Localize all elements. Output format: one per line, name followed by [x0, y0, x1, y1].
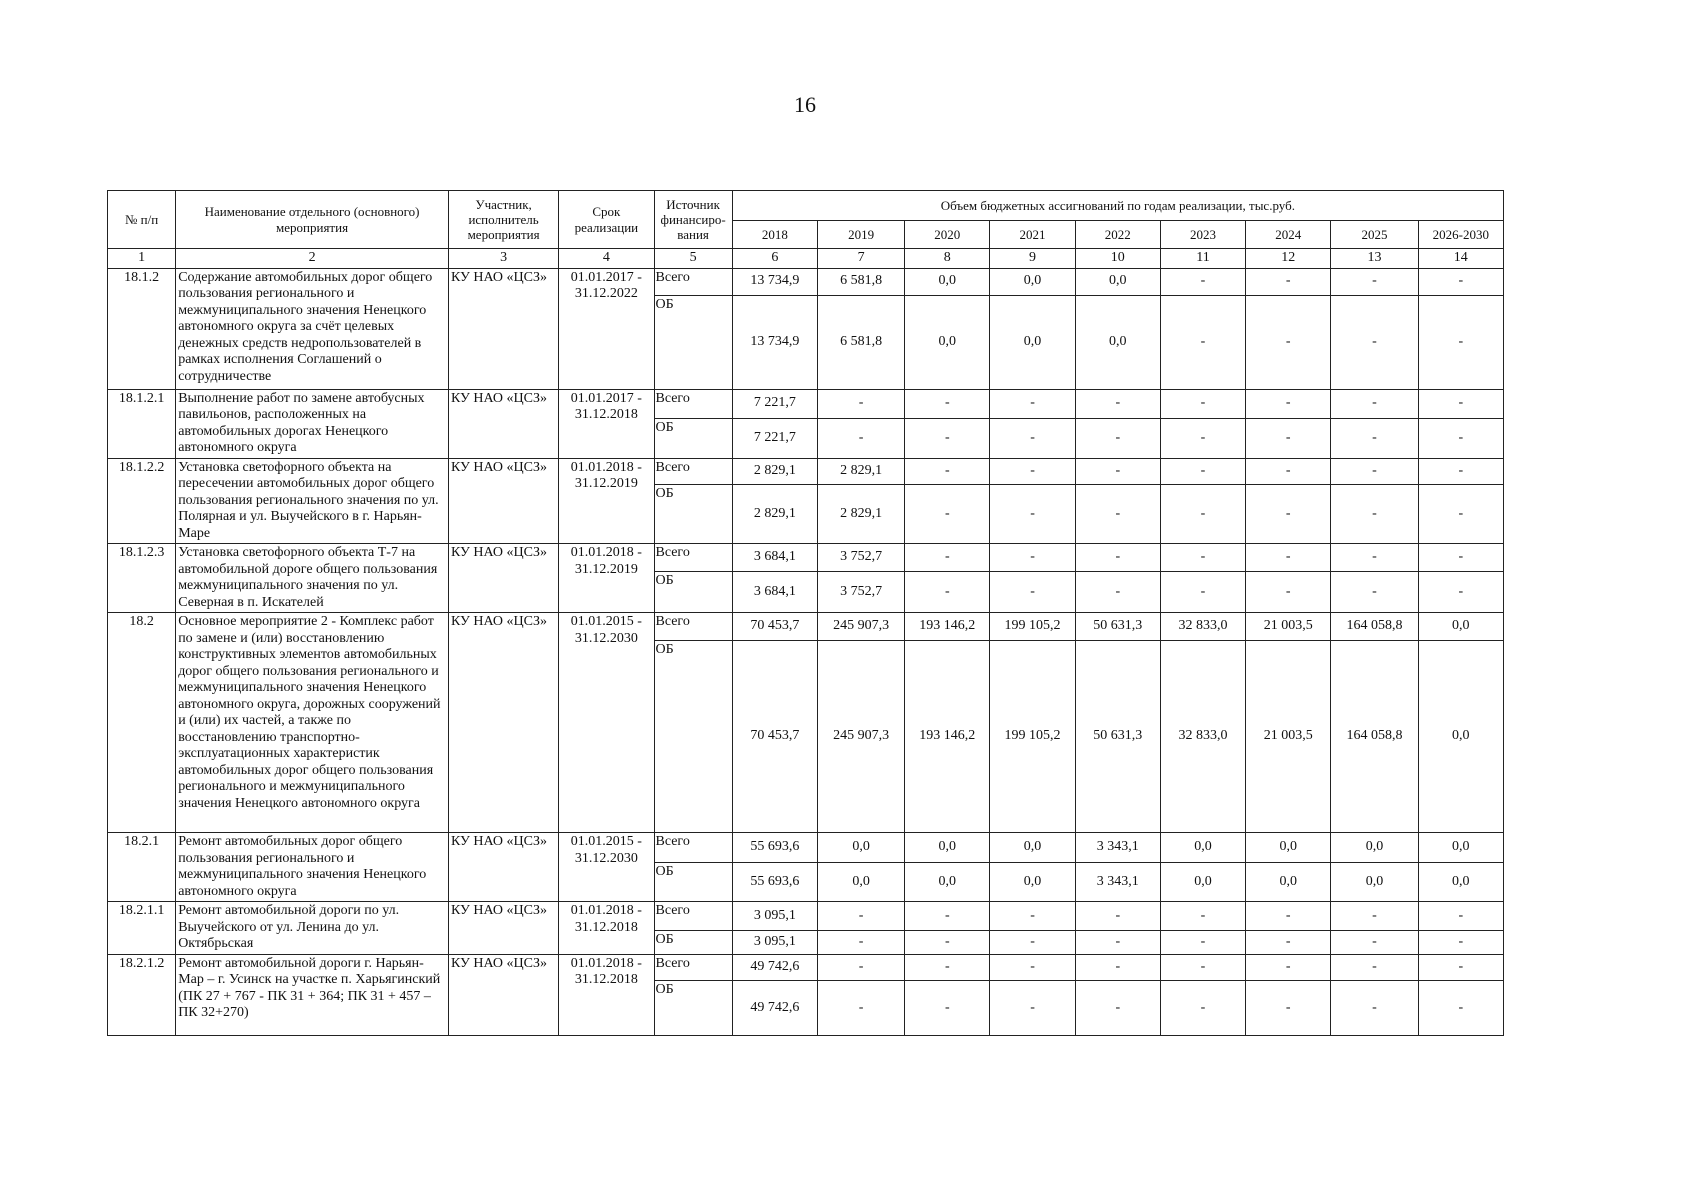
value-cell: -: [1246, 544, 1331, 572]
value-cell: -: [905, 484, 990, 543]
value-cell: 0,0: [1160, 862, 1245, 901]
value-cell: -: [990, 902, 1075, 931]
row-term: 01.01.2017 - 31.12.2018: [559, 389, 654, 458]
value-cell: 3 684,1: [732, 544, 817, 572]
value-cell: -: [905, 930, 990, 954]
value-cell: -: [1418, 572, 1503, 613]
column-numbers-row: [108, 249, 1504, 269]
value-cell: -: [990, 980, 1075, 1035]
row-source: ОБ: [654, 641, 732, 833]
value-cell: -: [1246, 458, 1331, 484]
value-cell: -: [990, 930, 1075, 954]
value-cell: -: [1331, 295, 1418, 389]
value-cell: -: [817, 418, 904, 458]
value-cell: -: [905, 418, 990, 458]
value-cell: -: [1418, 418, 1503, 458]
value-cell: 7 221,7: [732, 389, 817, 418]
row-number: 18.2.1.2: [108, 954, 176, 1035]
header-year: 2025: [1331, 221, 1418, 249]
table-row: [108, 458, 1504, 484]
value-cell: -: [1331, 418, 1418, 458]
value-cell: -: [1246, 572, 1331, 613]
value-cell: -: [1418, 930, 1503, 954]
page-number: 16: [794, 92, 816, 117]
value-cell: -: [905, 980, 990, 1035]
value-cell: 0,0: [817, 862, 904, 901]
value-cell: -: [1160, 484, 1245, 543]
row-source: ОБ: [654, 295, 732, 389]
value-cell: -: [1418, 902, 1503, 931]
value-cell: -: [1418, 954, 1503, 980]
value-cell: 6 581,8: [817, 295, 904, 389]
value-cell: -: [1246, 902, 1331, 931]
header-year: 2023: [1160, 221, 1245, 249]
value-cell: 0,0: [905, 268, 990, 295]
value-cell: -: [1246, 268, 1331, 295]
value-cell: -: [905, 572, 990, 613]
table-row: [108, 268, 1504, 295]
header-year: 2021: [990, 221, 1075, 249]
value-cell: 164 058,8: [1331, 613, 1418, 641]
value-cell: 2 829,1: [732, 458, 817, 484]
value-cell: -: [1246, 295, 1331, 389]
row-number: 18.1.2.1: [108, 389, 176, 458]
value-cell: 21 003,5: [1246, 613, 1331, 641]
column-number: 11: [1160, 249, 1245, 269]
row-name: Выполнение работ по замене автобусных павильонов, расположенных на автомобильных дорогах Ненецкого автономного округа: [176, 389, 449, 458]
value-cell: 0,0: [1418, 613, 1503, 641]
row-participant: КУ НАО «ЦСЗ»: [448, 954, 558, 1035]
row-participant: КУ НАО «ЦСЗ»: [448, 833, 558, 902]
value-cell: 199 105,2: [990, 613, 1075, 641]
column-number: 14: [1418, 249, 1503, 269]
row-term: 01.01.2018 - 31.12.2019: [559, 544, 654, 613]
column-number: 7: [817, 249, 904, 269]
value-cell: -: [1075, 902, 1160, 931]
value-cell: 245 907,3: [817, 613, 904, 641]
value-cell: 0,0: [1075, 295, 1160, 389]
header-name: Наименование отдельного (основного) мероприятия: [176, 191, 449, 249]
row-name: Основное мероприятие 2 - Комплекс работ по замене и (или) восстановлению конструктивных элементов автомобильных дорог общего пользования регионального и межмуниципального значения Ненецкого автономного округа, дорожных сооружений и (или) их частей, а также по восстановлению транспортно-эксплуатационных характеристик автомобильных дорог общего пользования регионального и межмуниципального значения Ненецкого автономного округа: [176, 613, 449, 833]
table-body: [108, 249, 1504, 1036]
value-cell: 3 343,1: [1075, 833, 1160, 863]
column-number: 8: [905, 249, 990, 269]
value-cell: -: [1246, 954, 1331, 980]
value-cell: 0,0: [905, 862, 990, 901]
row-participant: КУ НАО «ЦСЗ»: [448, 613, 558, 833]
value-cell: -: [1331, 484, 1418, 543]
value-cell: -: [1160, 572, 1245, 613]
value-cell: 6 581,8: [817, 268, 904, 295]
row-number: 18.2.1: [108, 833, 176, 902]
value-cell: -: [1246, 418, 1331, 458]
value-cell: -: [1075, 980, 1160, 1035]
value-cell: 49 742,6: [732, 980, 817, 1035]
value-cell: -: [1246, 389, 1331, 418]
value-cell: -: [1418, 544, 1503, 572]
row-source: Всего: [654, 954, 732, 980]
value-cell: 245 907,3: [817, 641, 904, 833]
value-cell: -: [1246, 980, 1331, 1035]
value-cell: 2 829,1: [817, 484, 904, 543]
value-cell: 0,0: [905, 833, 990, 863]
value-cell: -: [1418, 268, 1503, 295]
value-cell: -: [1331, 930, 1418, 954]
value-cell: -: [1160, 418, 1245, 458]
row-source: ОБ: [654, 930, 732, 954]
row-name: Ремонт автомобильной дороги по ул. Выучейского от ул. Ленина до ул. Октябрьская: [176, 902, 449, 955]
table-row: [108, 389, 1504, 418]
value-cell: 2 829,1: [817, 458, 904, 484]
row-source: Всего: [654, 389, 732, 418]
table-row: [108, 544, 1504, 572]
header-year: 2019: [817, 221, 904, 249]
value-cell: 21 003,5: [1246, 641, 1331, 833]
row-number: 18.1.2.3: [108, 544, 176, 613]
row-source: ОБ: [654, 572, 732, 613]
value-cell: 0,0: [990, 833, 1075, 863]
value-cell: 3 095,1: [732, 902, 817, 931]
value-cell: 164 058,8: [1331, 641, 1418, 833]
row-source: Всего: [654, 613, 732, 641]
row-source: ОБ: [654, 418, 732, 458]
row-number: 18.1.2: [108, 268, 176, 389]
table-row: [108, 833, 1504, 863]
row-name: Ремонт автомобильной дороги г. Нарьян-Мар – г. Усинск на участке п. Харьягинский (ПК 27 + 767 - ПК 31 + 364; ПК 31 + 457 – ПК 32+270): [176, 954, 449, 1035]
row-term: 01.01.2015 - 31.12.2030: [559, 833, 654, 902]
value-cell: 0,0: [1246, 862, 1331, 901]
row-term: 01.01.2017 - 31.12.2022: [559, 268, 654, 389]
column-number: 10: [1075, 249, 1160, 269]
value-cell: -: [1331, 458, 1418, 484]
header-year: 2018: [732, 221, 817, 249]
value-cell: 32 833,0: [1160, 641, 1245, 833]
value-cell: -: [1075, 572, 1160, 613]
row-name: Содержание автомобильных дорог общего пользования регионального и межмуниципального значения Ненецкого автономного округа за счёт целевых денежных средств недропользователей в рамках исполнения Соглашений о сотрудничестве: [176, 268, 449, 389]
value-cell: 3 752,7: [817, 572, 904, 613]
column-number: 3: [448, 249, 558, 269]
column-number: 1: [108, 249, 176, 269]
value-cell: 0,0: [1331, 862, 1418, 901]
column-number: 9: [990, 249, 1075, 269]
value-cell: -: [1160, 268, 1245, 295]
header-term: Срок реализации: [559, 191, 654, 249]
value-cell: -: [1331, 268, 1418, 295]
value-cell: 0,0: [990, 295, 1075, 389]
table-row: [108, 613, 1504, 641]
row-source: ОБ: [654, 484, 732, 543]
value-cell: 13 734,9: [732, 268, 817, 295]
value-cell: 199 105,2: [990, 641, 1075, 833]
value-cell: -: [990, 458, 1075, 484]
value-cell: 0,0: [1418, 862, 1503, 901]
value-cell: 3 752,7: [817, 544, 904, 572]
value-cell: -: [1160, 295, 1245, 389]
value-cell: -: [1160, 544, 1245, 572]
value-cell: -: [1331, 544, 1418, 572]
value-cell: -: [1331, 389, 1418, 418]
value-cell: 0,0: [1418, 833, 1503, 863]
row-term: 01.01.2018 - 31.12.2019: [559, 458, 654, 544]
row-participant: КУ НАО «ЦСЗ»: [448, 458, 558, 544]
value-cell: 55 693,6: [732, 833, 817, 863]
value-cell: 7 221,7: [732, 418, 817, 458]
column-number: 12: [1246, 249, 1331, 269]
value-cell: -: [990, 954, 1075, 980]
value-cell: -: [905, 954, 990, 980]
value-cell: 0,0: [1160, 833, 1245, 863]
value-cell: -: [990, 418, 1075, 458]
row-source: Всего: [654, 902, 732, 931]
row-source: Всего: [654, 544, 732, 572]
row-source: Всего: [654, 268, 732, 295]
row-number: 18.2.1.1: [108, 902, 176, 955]
value-cell: 0,0: [817, 833, 904, 863]
value-cell: -: [905, 902, 990, 931]
value-cell: -: [1331, 980, 1418, 1035]
value-cell: 3 095,1: [732, 930, 817, 954]
value-cell: -: [1160, 954, 1245, 980]
value-cell: -: [817, 902, 904, 931]
value-cell: 2 829,1: [732, 484, 817, 543]
value-cell: -: [1418, 484, 1503, 543]
value-cell: -: [1418, 295, 1503, 389]
header-year: 2022: [1075, 221, 1160, 249]
value-cell: 0,0: [1418, 641, 1503, 833]
row-participant: КУ НАО «ЦСЗ»: [448, 902, 558, 955]
header-participant: Участник, исполнитель мероприятия: [448, 191, 558, 249]
value-cell: 0,0: [990, 268, 1075, 295]
value-cell: 0,0: [905, 295, 990, 389]
value-cell: -: [817, 930, 904, 954]
row-participant: КУ НАО «ЦСЗ»: [448, 544, 558, 613]
value-cell: 193 146,2: [905, 641, 990, 833]
value-cell: -: [817, 954, 904, 980]
value-cell: -: [1246, 930, 1331, 954]
value-cell: 0,0: [1331, 833, 1418, 863]
value-cell: 55 693,6: [732, 862, 817, 901]
column-number: 4: [559, 249, 654, 269]
value-cell: -: [1331, 572, 1418, 613]
value-cell: 0,0: [1075, 268, 1160, 295]
column-number: 5: [654, 249, 732, 269]
value-cell: 50 631,3: [1075, 613, 1160, 641]
row-source: ОБ: [654, 862, 732, 901]
value-cell: -: [1075, 458, 1160, 484]
value-cell: -: [990, 544, 1075, 572]
row-name: Установка светофорного объекта на пересечении автомобильных дорог общего пользования регионального значения по ул. Полярная и ул. Выучейского в г. Нарьян-Маре: [176, 458, 449, 544]
row-number: 18.2: [108, 613, 176, 833]
value-cell: -: [1246, 484, 1331, 543]
table-header: [108, 191, 1504, 249]
header-volume: Объем бюджетных ассигнований по годам реализации, тыс.руб.: [732, 191, 1503, 221]
row-name: Ремонт автомобильных дорог общего пользования регионального и межмуниципального значения Ненецкого автономного округа: [176, 833, 449, 902]
header-year: 2020: [905, 221, 990, 249]
row-source: ОБ: [654, 980, 732, 1035]
value-cell: -: [990, 572, 1075, 613]
value-cell: -: [1331, 954, 1418, 980]
value-cell: -: [1160, 389, 1245, 418]
value-cell: -: [1160, 458, 1245, 484]
value-cell: -: [905, 389, 990, 418]
row-term: 01.01.2015 - 31.12.2030: [559, 613, 654, 833]
value-cell: 0,0: [1246, 833, 1331, 863]
value-cell: -: [1075, 389, 1160, 418]
value-cell: -: [1075, 418, 1160, 458]
row-term: 01.01.2018 - 31.12.2018: [559, 954, 654, 1035]
row-term: 01.01.2018 - 31.12.2018: [559, 902, 654, 955]
row-number: 18.1.2.2: [108, 458, 176, 544]
value-cell: -: [1160, 902, 1245, 931]
value-cell: -: [990, 484, 1075, 543]
value-cell: -: [905, 544, 990, 572]
value-cell: 13 734,9: [732, 295, 817, 389]
value-cell: 70 453,7: [732, 613, 817, 641]
value-cell: 70 453,7: [732, 641, 817, 833]
column-number: 2: [176, 249, 449, 269]
value-cell: -: [905, 458, 990, 484]
value-cell: -: [1331, 902, 1418, 931]
value-cell: -: [1075, 544, 1160, 572]
column-number: 13: [1331, 249, 1418, 269]
value-cell: 49 742,6: [732, 954, 817, 980]
value-cell: 0,0: [990, 862, 1075, 901]
value-cell: -: [1075, 930, 1160, 954]
value-cell: -: [1075, 484, 1160, 543]
value-cell: -: [1418, 980, 1503, 1035]
value-cell: 3 343,1: [1075, 862, 1160, 901]
budget-table: [107, 190, 1504, 1036]
header-no: № п/п: [108, 191, 176, 249]
value-cell: -: [1075, 954, 1160, 980]
row-source: Всего: [654, 833, 732, 863]
value-cell: 193 146,2: [905, 613, 990, 641]
value-cell: -: [817, 980, 904, 1035]
value-cell: 3 684,1: [732, 572, 817, 613]
value-cell: 32 833,0: [1160, 613, 1245, 641]
value-cell: -: [1418, 389, 1503, 418]
value-cell: -: [1160, 980, 1245, 1035]
table-row: [108, 954, 1504, 980]
header-year: 2026-2030: [1418, 221, 1503, 249]
row-participant: КУ НАО «ЦСЗ»: [448, 389, 558, 458]
value-cell: -: [817, 389, 904, 418]
header-source: Источник финансиро-вания: [654, 191, 732, 249]
value-cell: -: [1418, 458, 1503, 484]
value-cell: -: [1160, 930, 1245, 954]
row-participant: КУ НАО «ЦСЗ»: [448, 268, 558, 389]
value-cell: 50 631,3: [1075, 641, 1160, 833]
table-row: [108, 902, 1504, 931]
value-cell: -: [990, 389, 1075, 418]
row-name: Установка светофорного объекта Т-7 на автомобильной дороге общего пользования межмуниципального значения по ул. Северная в п. Искателей: [176, 544, 449, 613]
column-number: 6: [732, 249, 817, 269]
row-source: Всего: [654, 458, 732, 484]
header-year: 2024: [1246, 221, 1331, 249]
